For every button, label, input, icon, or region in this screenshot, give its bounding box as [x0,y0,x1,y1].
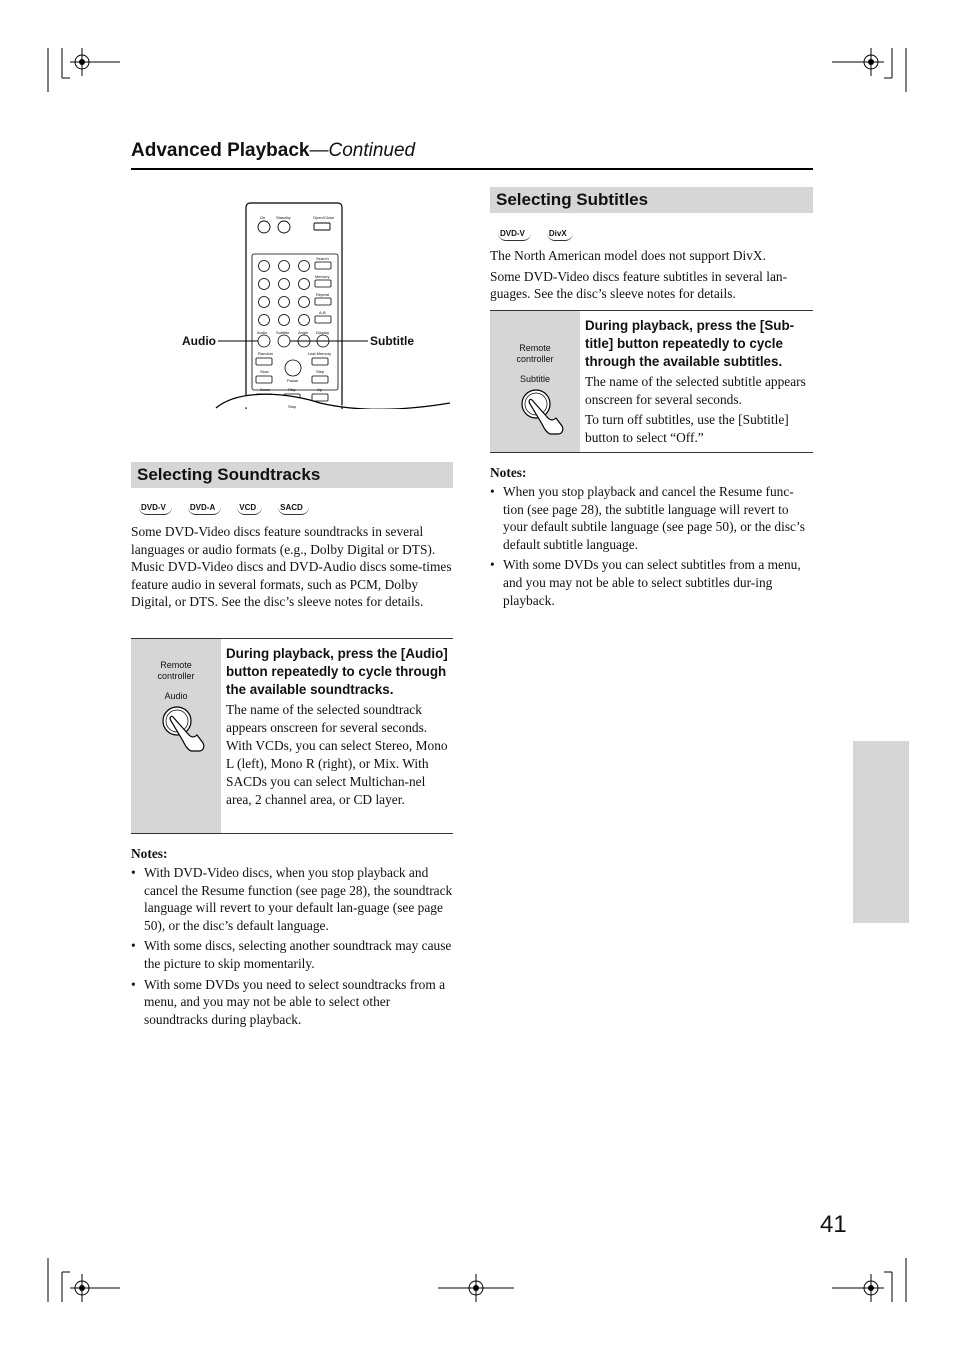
page-number: 41 [820,1211,847,1238]
disc-logo-vcd: VCD [237,503,262,515]
soundtracks-button-label: Audio [164,691,188,701]
page-header [131,138,813,170]
subtitles-step-text-1: The name of the selected subtitle appears onscreen for several seconds. [585,374,806,407]
subtitles-disc-logos [498,223,798,241]
remote-label-last-memory: Last Memory [308,351,332,356]
remote-label-slow: Slow [260,369,269,374]
disc-logo-divx: DivX [547,229,573,241]
remote-label-pause: Pause [287,378,299,383]
remote-label-on: On [260,215,266,220]
list-item: • With some DVDs you need to select soundtracks from a menu, and you may not be able to select other soundtracks during playback. [131,976,453,1029]
soundtracks-notes-list [131,864,453,1028]
remote-label-up: Up [317,387,323,392]
remote-label-display: Display [316,330,330,335]
remote-label-random: Random [258,351,274,356]
subtitles-remote-label: Remote controller [516,343,554,364]
subtitles-step-content [580,311,813,452]
soundtracks-step-heading: During playback, press the [Audio] button repeatedly to cycle through the available soundtracks. [226,646,448,697]
subtitles-button-label: Subtitle [519,374,551,384]
remote-label-step: Step [316,369,325,374]
list-item: • With DVD-Video discs, when you stop playback and cancel the Resume function (see page 28), the soundtrack language will revert to your default lan-guage (see page 50), or the disc’s default language. [131,864,453,934]
audio-callout-label: Audio [182,334,216,348]
chapter-side-tab [853,741,909,923]
disc-logo-dvd-a: DVD-A [188,503,221,515]
list-item: • When you stop playback and cancel the Resume func-tion (see page 28), the subtitle language will revert to your default subtile language (see page 50), or the disc’s default subtitle language. [490,483,813,553]
remote-label-search: Search [316,256,329,261]
soundtracks-intro-text: Some DVD-Video discs feature soundtracks in several languages or audio formats (e.g., Dolby Digital or DTS). Music DVD-Video discs and DVD-Audio discs some-times feature audio in several formats, such as PCM, Dolby Digital, or DTS. See the disc’s sleeve notes for details. [131,524,452,610]
remote-figure [180,198,460,428]
soundtracks-disc-logos [139,497,449,515]
soundtracks-remote-label: Remote controller [157,660,195,681]
subtitles-notes [490,465,813,612]
soundtracks-notes-title: Notes: [131,846,168,861]
remote-label-subtitle: Subtitle [276,330,290,335]
soundtracks-step-icon-panel [131,639,221,833]
list-item: • With some DVDs you can select subtitles from a menu, and you may not be able to select subtitles dur-ing playback. [490,556,813,609]
remote-label-repeat: Repeat [316,292,329,297]
subtitles-step-heading: During playback, press the [Sub-title] button repeatedly to cycle through the available subtitles. [585,318,795,369]
remote-label-standby: Standby [276,215,291,220]
remote-label-angle: Angle [298,330,309,335]
header-title: Advanced Playback—Continued [131,140,416,161]
disc-logo-dvd-v: DVD-V [139,503,172,515]
subtitles-intro-text-1: The North American model does not support DivX. [490,248,766,263]
subtitles-heading: Selecting Subtitles [490,187,813,213]
subtitle-callout-label: Subtitle [370,334,414,348]
subtitles-intro-text-2: Some DVD-Video discs feature subtitles in several lan-guages. See the disc’s sleeve notes for details. [490,268,788,302]
remote-label-stop: Stop [288,404,297,409]
disc-logo-dvd-v: DVD-V [498,229,531,241]
subtitles-intro [490,247,813,303]
hand-press-subtitle-icon [518,386,574,438]
subtitles-notes-list [490,483,813,609]
subtitles-notes-title: Notes: [490,465,527,480]
soundtracks-heading: Selecting Soundtracks [131,462,453,488]
remote-label-memory: Memory [315,274,330,279]
soundtracks-notes [131,846,453,1031]
subtitles-step-icon-panel [490,311,580,452]
hand-press-audio-icon [159,703,215,755]
remote-label-down: Down [260,387,271,392]
subtitles-step-text-2: To turn off subtitles, use the [Subtitle] button to select “Off.” [585,412,789,445]
subtitles-step [490,310,813,453]
remote-label-play: Play [288,387,296,392]
soundtracks-intro [131,523,453,611]
list-item: • With some discs, selecting another soundtrack may cause the picture to skip momentarily. [131,937,453,972]
remote-label-ab: A-B [319,310,326,315]
remote-label-open-close: Open/Close [313,215,335,220]
soundtracks-step-text: The name of the selected soundtrack appears onscreen for several seconds. With VCDs, you can select Stereo, Mono L (left), Mono R (right), or Mix. With SACDs you can select Multichan-nel area, 2 channel area, or CD layer. [226,702,448,807]
remote-label-audio: Audio [257,330,268,335]
soundtracks-step-content [221,639,453,833]
header-continued: —Continued [309,140,416,161]
disc-logo-sacd: SACD [278,503,309,515]
soundtracks-step [131,638,453,834]
